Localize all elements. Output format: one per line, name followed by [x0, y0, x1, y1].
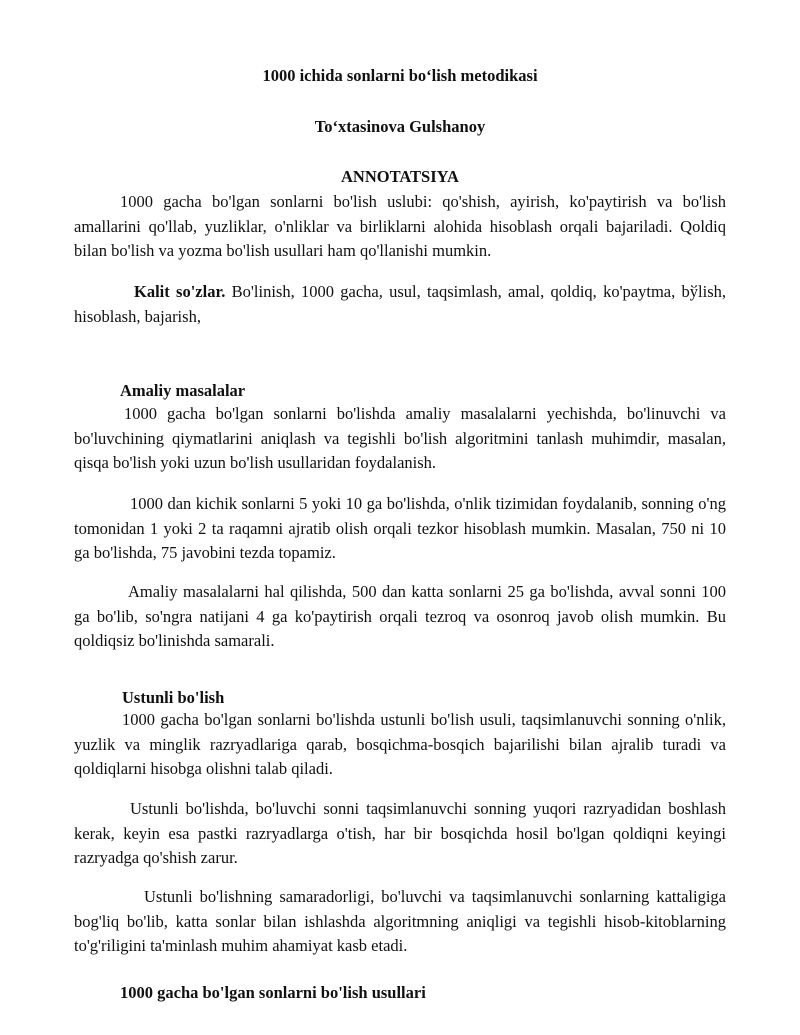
document-author: To‘xtasinova Gulshanoy: [314, 117, 486, 136]
section2-paragraph-3: Ustunli bo'lishning samaradorligi, bo'luvchi va taqsimlanuvchi sonlarning kattaligiga bog'liq bo'lib, katta sonlar bilan ishlashda algoritmning aniqligi va tegishli hisob-kitoblarning to'g'riligini ta'minlash muhim ahamiyat kasb etadi.: [74, 887, 726, 956]
annotation-paragraph: 1000 gacha bo'lgan sonlarni bo'lish uslubi: qo'shish, ayirish, ko'paytirish va bo'lish amallarini qo'llab, yuzliklar, o'nliklar va birliklarni alohida hisoblash orqali bajariladi. Qoldiq bilan bo'lish va yozma bo'lish usullari ham qo'llanishi mumkin.: [74, 192, 726, 261]
keywords-text: Bo'linish, 1000 gacha, usul, taqsimlash, amal, qoldiq, ko'paytma, bўlish, hisoblash, bajarish,: [74, 282, 726, 326]
section-heading-bolish-usullari: 1000 gacha bo'lgan sonlarni bo'lish usullari: [120, 983, 426, 1002]
section2-paragraph-1: 1000 gacha bo'lgan sonlarni bo'lishda ustunli bo'lish usuli, taqsimlanuvchi sonning o'nlik, yuzlik va minglik razryadlariga qarab, bosqichma-bosqich bajarilishi bilan ajralib turadi va qoldiqlarni hisobga olishni talab qiladi.: [74, 710, 726, 779]
section2-paragraph-2: Ustunli bo'lishda, bo'luvchi sonni taqsimlanuvchi sonning yuqori razryadidan boshlash kerak, keyin esa pastki razryadlarga o'tish, har bir bosqichda hosil bo'lgan qoldiqni keyingi razryadga qo'shish zarur.: [74, 799, 726, 868]
section1-paragraph-2: 1000 dan kichik sonlarni 5 yoki 10 ga bo'lishda, o'nlik tizimidan foydalanib, sonning o'ng tomonidan 1 yoki 2 ta raqamni ajratib olish orqali tezkor hisoblash mumkin. Masalan, 750 ni 10 ga bo'lishda, 75 javobini tezda topamiz.: [74, 494, 726, 563]
keywords-paragraph: [74, 280, 726, 329]
section1-paragraph-3: Amaliy masalalarni hal qilishda, 500 dan katta sonlarni 25 ga bo'lishda, avval sonni 100 ga bo'lib, so'ngra natijani 4 ga ko'paytirish orqali tezroq va osonroq javob olish mumkin. Bu qoldiqsiz bo'linishda samarali.: [74, 582, 726, 651]
section-heading-ustunli-bolish: Ustunli bo'lish: [122, 688, 225, 707]
annotation-heading: ANNOTATSIYA: [341, 167, 459, 186]
document-title: 1000 ichida sonlarni bo‘lish metodikasi: [262, 66, 538, 85]
keywords-label: Kalit so'zlar.: [134, 282, 226, 301]
section-heading-amaliy-masalalar: Amaliy masalalar: [120, 381, 246, 400]
section1-paragraph-1: 1000 gacha bo'lgan sonlarni bo'lishda amaliy masalalarni yechishda, bo'linuvchi va bo'luvchining qiymatlarini aniqlash va tegishli bo'lish algoritmini tanlash muhimdir, masalan, qisqa bo'lish yoki uzun bo'lish usullaridan foydalanish.: [74, 404, 726, 473]
